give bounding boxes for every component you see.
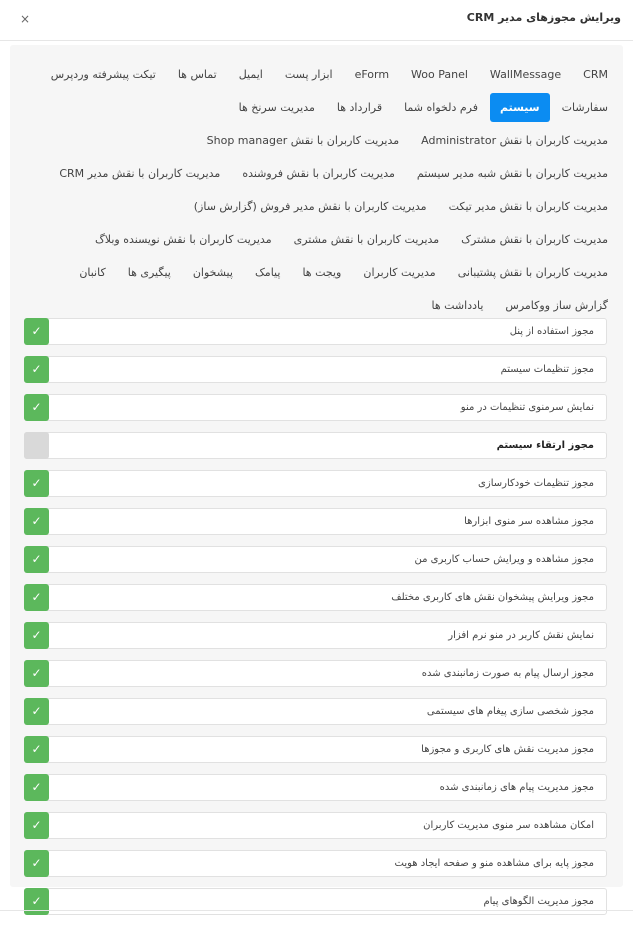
permission-list <box>24 318 607 926</box>
permission-label: مجوز استفاده از پنل <box>509 326 594 337</box>
permission-row <box>24 698 607 725</box>
tab-item[interactable]: سفارشات <box>561 101 608 114</box>
tab-item[interactable]: CRM <box>583 68 608 81</box>
check-icon[interactable]: ✓ <box>24 698 49 725</box>
permission-row <box>24 774 607 801</box>
permission-label: مجوز ویرایش پیشخوان نقش های کاربری مختلف <box>391 592 594 603</box>
check-icon[interactable]: ✓ <box>24 508 49 535</box>
tab-item[interactable]: مدیریت کاربران با نقش پشتیبانی <box>457 266 608 279</box>
permission-label: مجوز ارسال پیام به صورت زمانبندی شده <box>421 668 594 679</box>
permission-label: مجوز پایه برای مشاهده منو و صفحه ایجاد هویت <box>394 858 594 869</box>
check-icon[interactable]: ✓ <box>24 584 49 611</box>
tab-item[interactable]: مدیریت سرنخ ها <box>238 101 315 114</box>
tab-item[interactable]: مدیریت کاربران با نقش مدیر تیکت <box>448 200 608 213</box>
tab-item[interactable]: مدیریت کاربران با نقش نویسنده وبلاگ <box>94 233 272 246</box>
check-icon[interactable]: ✓ <box>24 546 49 573</box>
check-icon[interactable]: ✓ <box>24 812 49 839</box>
tab-item[interactable]: ابزار پست <box>284 68 333 81</box>
permission-label: نمایش سرمنوی تنظیمات در منو <box>460 402 594 413</box>
permission-label: مجوز ارتقاء سیستم <box>496 440 594 451</box>
check-icon[interactable]: ✓ <box>24 850 49 877</box>
permission-row <box>24 622 607 649</box>
permission-row <box>24 356 607 383</box>
check-icon[interactable]: ✓ <box>24 660 49 687</box>
permissions-panel <box>10 45 623 908</box>
tab-item[interactable]: تیکت پیشرفته وردپرس <box>50 68 156 81</box>
tab-item[interactable]: مدیریت کاربران با نقش مشترک <box>461 233 608 246</box>
tab-item[interactable]: مدیریت کاربران <box>363 266 436 279</box>
permission-label: مجوز مدیریت الگوهای پیام <box>483 896 594 907</box>
permission-row <box>24 736 607 763</box>
tab-item[interactable]: مدیریت کاربران با نقش مدیر فروش (گزارش ساز) <box>193 200 427 213</box>
check-icon[interactable]: ✓ <box>24 774 49 801</box>
permission-label: مجوز مشاهده سر منوی ابزارها <box>464 516 594 527</box>
tab-item[interactable]: مدیریت کاربران با نقش Shop manager <box>206 134 400 147</box>
tab-item[interactable]: سیستم <box>490 93 550 122</box>
tab-item[interactable]: یادداشت ها <box>431 299 484 312</box>
check-icon[interactable]: ✓ <box>24 318 49 345</box>
check-icon[interactable]: ✓ <box>24 470 49 497</box>
tab-item[interactable]: ویجت ها <box>302 266 342 279</box>
permission-row <box>24 812 607 839</box>
check-icon[interactable]: ✓ <box>24 394 49 421</box>
tab-item[interactable]: WallMessage <box>489 68 562 81</box>
permission-row <box>24 584 607 611</box>
permission-row <box>24 850 607 877</box>
tab-item[interactable]: ایمیل <box>238 68 263 81</box>
tab-item[interactable]: Woo Panel <box>411 68 468 81</box>
permission-toggle-off[interactable] <box>24 432 49 459</box>
tab-item[interactable]: پیشخوان <box>192 266 233 279</box>
tab-item[interactable]: فرم دلخواه شما <box>404 101 478 114</box>
category-tabs <box>30 60 618 324</box>
check-icon[interactable]: ✓ <box>24 888 49 915</box>
tab-item[interactable]: مدیریت کاربران با نقش مشتری <box>293 233 440 246</box>
divider <box>0 910 633 911</box>
tab-item[interactable]: مدیریت کاربران با نقش مدیر CRM <box>59 167 221 180</box>
tab-item[interactable]: کانبان <box>79 266 106 279</box>
tab-item[interactable]: پیامک <box>254 266 281 279</box>
permission-label: مجوز مشاهده و ویرایش حساب کاربری من <box>414 554 594 565</box>
permission-label: مجوز مدیریت نقش های کاربری و مجوزها <box>421 744 594 755</box>
permission-row <box>24 432 607 459</box>
dialog-header <box>0 0 633 41</box>
permission-label: مجوز تنظیمات خودکارسازی <box>478 478 594 489</box>
permission-row <box>24 660 607 687</box>
permission-label: نمایش نقش کاربر در منو نرم افزار <box>448 630 594 641</box>
check-icon[interactable]: ✓ <box>24 736 49 763</box>
permission-row <box>24 394 607 421</box>
tab-item[interactable]: تماس ها <box>177 68 217 81</box>
permission-label: مجوز شخصی سازی پیغام های سیستمی <box>426 706 594 717</box>
permission-label: امکان مشاهده سر منوی مدیریت کاربران <box>423 820 594 831</box>
check-icon[interactable]: ✓ <box>24 356 49 383</box>
permission-row <box>24 546 607 573</box>
tab-item[interactable]: مدیریت کاربران با نقش فروشنده <box>242 167 395 180</box>
permission-row <box>24 318 607 345</box>
tab-item[interactable]: مدیریت کاربران با نقش Administrator <box>421 134 608 147</box>
tab-item[interactable]: eForm <box>354 68 390 81</box>
check-icon[interactable]: ✓ <box>24 622 49 649</box>
permission-label: مجوز مدیریت پیام های زمانبندی شده <box>439 782 594 793</box>
tab-item[interactable]: گزارش ساز ووکامرس <box>505 299 608 312</box>
tab-item[interactable]: پیگیری ها <box>127 266 171 279</box>
tab-item[interactable]: مدیریت کاربران با نقش شبه مدیر سیستم <box>416 167 608 180</box>
permission-row <box>24 508 607 535</box>
permission-row <box>24 470 607 497</box>
tab-item[interactable]: قرارداد ها <box>336 101 383 114</box>
dialog-title: ویرایش مجوزهای مدیر CRM <box>466 11 621 24</box>
close-icon[interactable]: × <box>20 12 31 26</box>
permission-label: مجوز تنظیمات سیستم <box>500 364 594 375</box>
